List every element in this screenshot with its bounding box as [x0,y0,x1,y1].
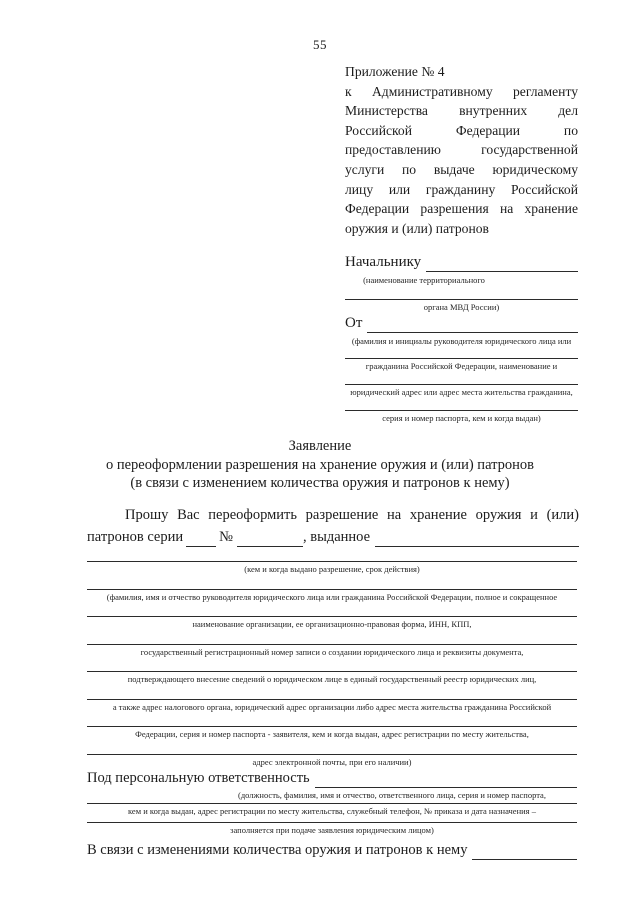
appendix-header [345,62,578,238]
fill-caption: Федерации, серия и номер паспорта - заявителя, кем и когда выдан, адрес регистрации по месту жительства, [135,729,529,739]
fill-row [87,685,577,713]
fill-line-territorial-body [426,257,578,272]
fill-caption: (кем и когда выдано разрешение, срок действия) [244,564,420,574]
fill-caption: кем и когда выдан, адрес регистрации по месту жительства, служебный телефон, № приказа и дата назначения – [128,806,536,816]
field-caption: юридический адрес или адрес места жительства гражданина, [350,387,573,397]
appendix-line: Федерации разрешения на хранение [345,201,578,217]
fill-line [87,801,577,804]
change-reason-row [87,839,577,860]
field-caption: гражданина Российской Федерации, наименование и [365,361,558,371]
fill-row [87,740,577,768]
fill-line [87,575,577,590]
fill-line [87,657,577,672]
request-fill-row [87,527,579,547]
fill-line-citizen-org [345,347,578,359]
from-label: От [345,315,363,331]
fill-caption: наименование организации, ее организационно-правовая форма, ИНН, КПП, [192,619,472,629]
addressee-from-row [345,313,578,333]
fill-line-number [237,532,303,547]
number-sign: № [219,529,233,545]
fill-line [87,630,577,645]
request-paragraph [87,505,579,547]
fill-line [87,602,577,617]
issued-label: , выданное [302,529,371,545]
addressee-to-row [345,252,578,272]
appendix-line: лицу или гражданину Российской [345,181,578,197]
fill-line-applicant-name [367,318,578,333]
fill-row [87,657,577,685]
fill-line-passport [345,398,578,411]
fill-line-series [186,532,216,547]
appendix-line: Российской Федерации по [345,122,578,138]
fill-row [87,630,577,658]
fill-caption: а также адрес налогового органа, юридический адрес организации либо адрес места жительства гражданина Российской [112,701,552,712]
title-line: (в связи с изменением количества оружия и патронов к нему) [130,475,510,491]
appendix-line: Приложение № 4 [345,64,445,79]
fill-caption: (фамилия, имя и отчество руководителя юридического лица или гражданина Российской Федерации, полное и сокращенное [106,591,558,602]
fill-line-legal-address [345,372,578,385]
fill-line-change-reason [472,845,577,860]
title-line: Заявление [288,438,352,454]
fill-in-section [87,547,577,860]
field-caption: органа МВД России) [423,302,500,312]
fill-caption: государственный регистрационный номер записи о создании юридического лица и реквизиты документа, [140,646,524,657]
request-line: Прошу Вас переоформить разрешение на хранение оружия и (или) [125,507,579,523]
to-label: Начальнику [345,254,422,270]
fill-caption: (должность, фамилия, имя и отчество, ответственного лица, серия и номер паспорта, [238,790,546,800]
fill-line-issued-by [375,532,579,547]
appendix-line: к Административному регламенту [345,83,578,99]
page-number: 55 [313,37,327,52]
fill-line [87,685,577,700]
appendix-line: услуги по выдаче юридическому [345,161,578,177]
field-caption: (наименование территориального [363,275,485,285]
field-caption: (фамилия и инициалы руководителя юридического лица или [351,336,572,346]
fill-line-mvd-body [345,286,578,300]
fill-row [87,575,577,603]
title-line: о переоформлении разрешения на хранение оружия и (или) патронов [105,456,535,473]
responsibility-label: Под персональную ответственность [87,770,310,786]
fill-line [87,712,577,727]
fill-line [87,740,577,755]
application-title [60,437,580,493]
appendix-line: предоставлению государственной [345,142,578,158]
responsibility-row [87,767,577,788]
fill-row [87,602,577,630]
fill-caption: заполняется при подаче заявления юридическим лицом) [230,825,434,835]
fill-caption: адрес электронной почты, при его наличии) [252,756,412,767]
field-caption: серия и номер паспорта, кем и когда выдан) [382,413,541,423]
fill-line-responsible-person [315,773,577,788]
appendix-line: Министерства внутренних дел [345,103,578,119]
series-label: патронов серии [87,529,184,545]
fill-line [87,547,577,562]
fill-caption: подтверждающего внесение сведений о юридическом лице в единый государственный реестр юридических лиц, [127,674,537,684]
change-reason-label: В связи с изменениями количества оружия и патронов к нему [87,842,468,858]
fill-row [87,547,577,575]
addressee-block [345,252,578,424]
appendix-line: оружия и (или) патронов [345,220,489,236]
fill-row [87,712,577,740]
fill-line [87,817,577,823]
